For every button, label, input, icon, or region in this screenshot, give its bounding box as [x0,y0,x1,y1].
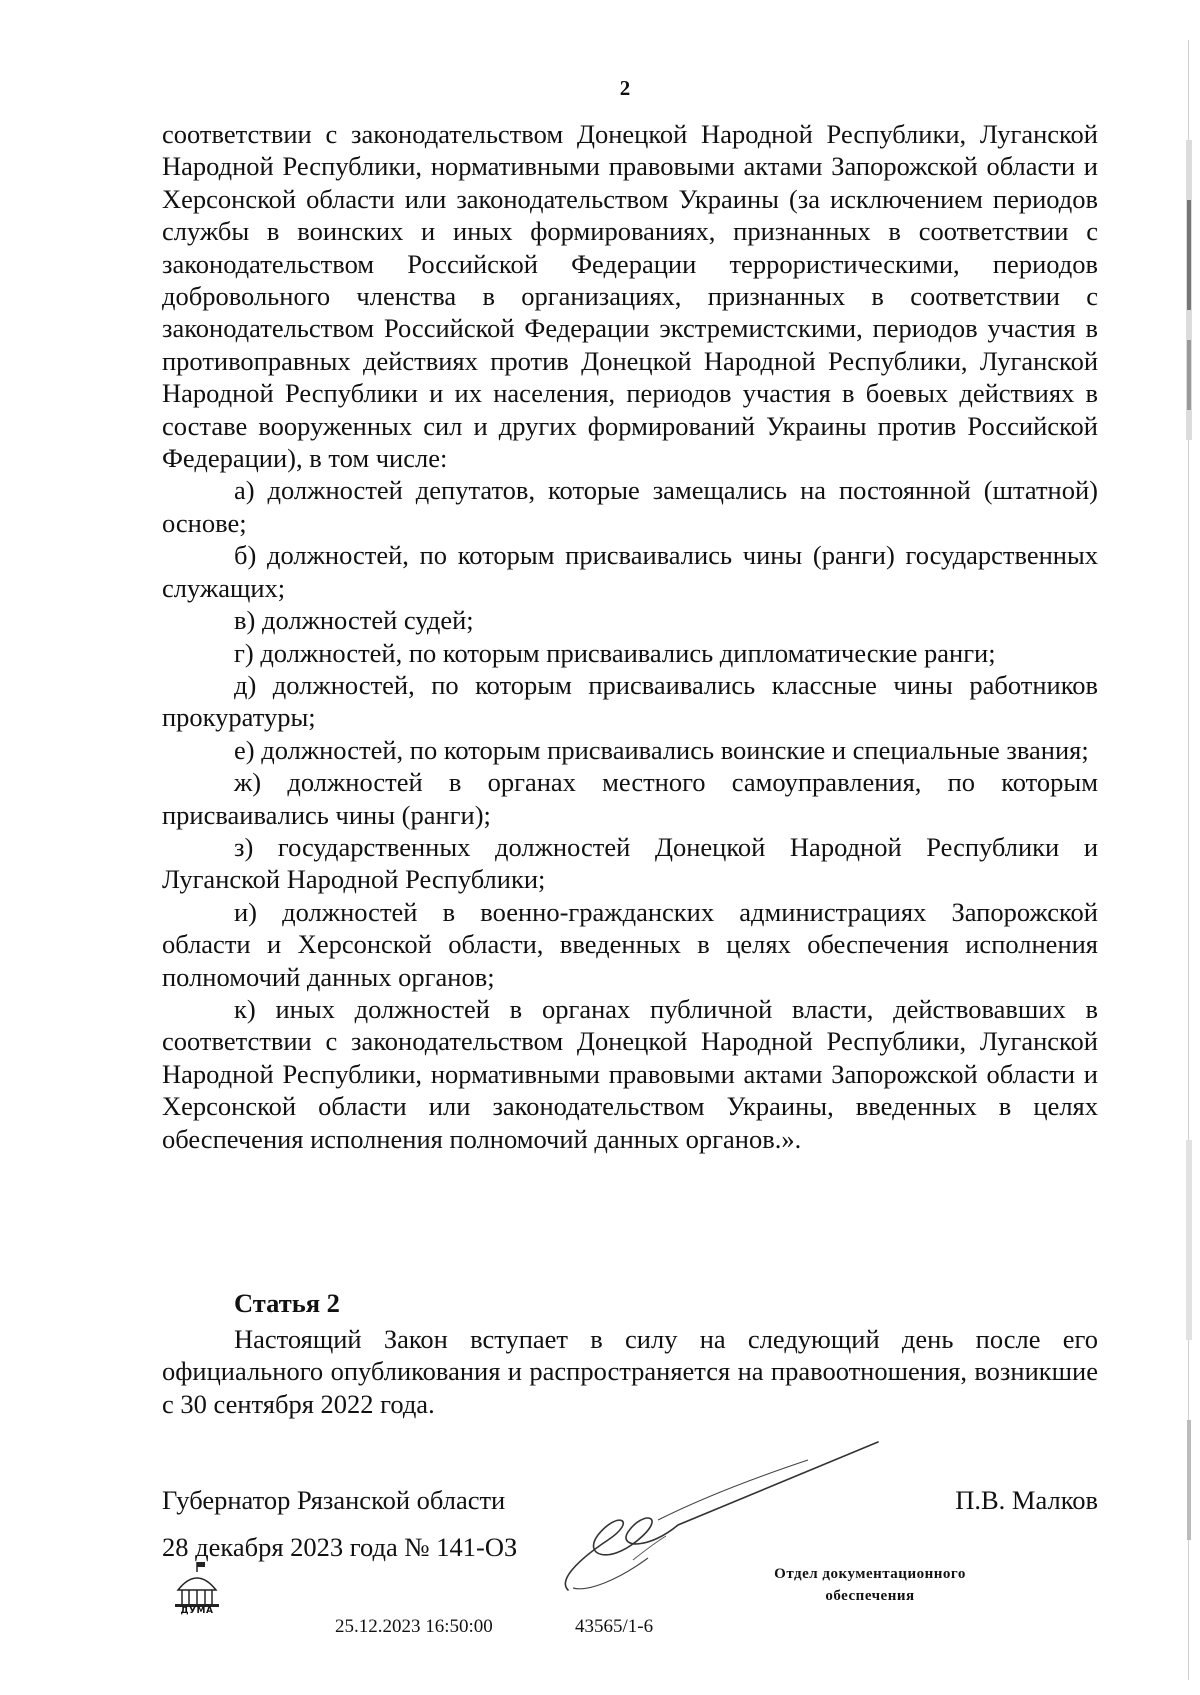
list-item-zh: ж) должностей в органах местного самоуправления, по которым присваивались чины (ранги); [162,767,1098,830]
page-number: 2 [619,76,631,100]
document-body [162,118,1098,1155]
signatory-title: Губернатор Рязанской области [162,1485,506,1515]
registration-datetime: 25.12.2023 16:50:00 [335,1616,493,1637]
list-item-g: г) должностей, по которым присваивались дипломатические ранги; [234,637,996,668]
department-stamp [745,1563,995,1607]
signatory-name: П.В. Малков [955,1485,1098,1515]
stamp-line-1: Отдел документационного [774,1566,966,1582]
scan-edge-artifact [1184,40,1194,1680]
list-item-v: в) должностей судей; [234,605,474,636]
list-item-e: е) должностей, по которым присваивались воинские и специальные звания; [234,734,1089,765]
stamp-line-2: обеспечения [825,1588,915,1604]
list-item-b: б) должностей, по которым присваивались чины (ранги) государственных служащих; [162,540,1098,603]
article-2-heading: Статья 2 [234,1288,340,1318]
list-item-z: з) государственных должностей Донецкой Народной Республики и Луганской Народной Республики; [162,831,1098,895]
list-item-i: и) должностей в военно-гражданских администрациях Запорожской области и Херсонской области, введенных в целях обеспечения исполнения полномочий данных органов; [162,896,1098,992]
duma-logo-text: ДУМА [180,1606,214,1616]
duma-building-icon [170,1560,224,1626]
list-item-a: а) должностей депутатов, которые замещались на постоянной (штатной) основе; [162,475,1098,538]
registration-number: 43565/1-6 [575,1616,654,1637]
list-item-k: к) иных должностей в органах публичной власти, действовавших в соответствии с законодательством Донецкой Народной Республики, Луганской Народной Республики, нормативными правовыми актами Запорожской области и Херсонской области или законодательством Украины, введенных в целях обеспечения исполнения полномочий данных органов.». [162,993,1098,1154]
paragraph-intro: соответствии с законодательством Донецкой Народной Республики, Луганской Народной Республики, нормативными правовыми актами Запорожской области и Херсонской области или законодательством Украины (за исключением периодов службы в воинских и иных формированиях, признанных в соответствии с законодательством Российской Федерации террористическими, периодов добровольного членства в организациях, признанных в соответствии с законодательством Российской Федерации экстремистскими, периодов участия в противоправных действиях против Донецкой Народной Республики, Луганской Народной Республики и их населения, периодов участия в боевых действиях в составе вооруженных сил и других формирований Украины против Российской Федерации), в том числе: [162,119,1098,474]
article-2-text: Настоящий Закон вступает в силу на следующий день после его официального опубликования и распространяется на правоотношения, возникшие с 30 сентября 2022 года. [162,1324,1098,1419]
list-item-d: д) должностей, по которым присваивались классные чины работников прокуратуры; [162,669,1098,733]
law-date-number: 28 декабря 2023 года № 141-ОЗ [162,1532,518,1562]
